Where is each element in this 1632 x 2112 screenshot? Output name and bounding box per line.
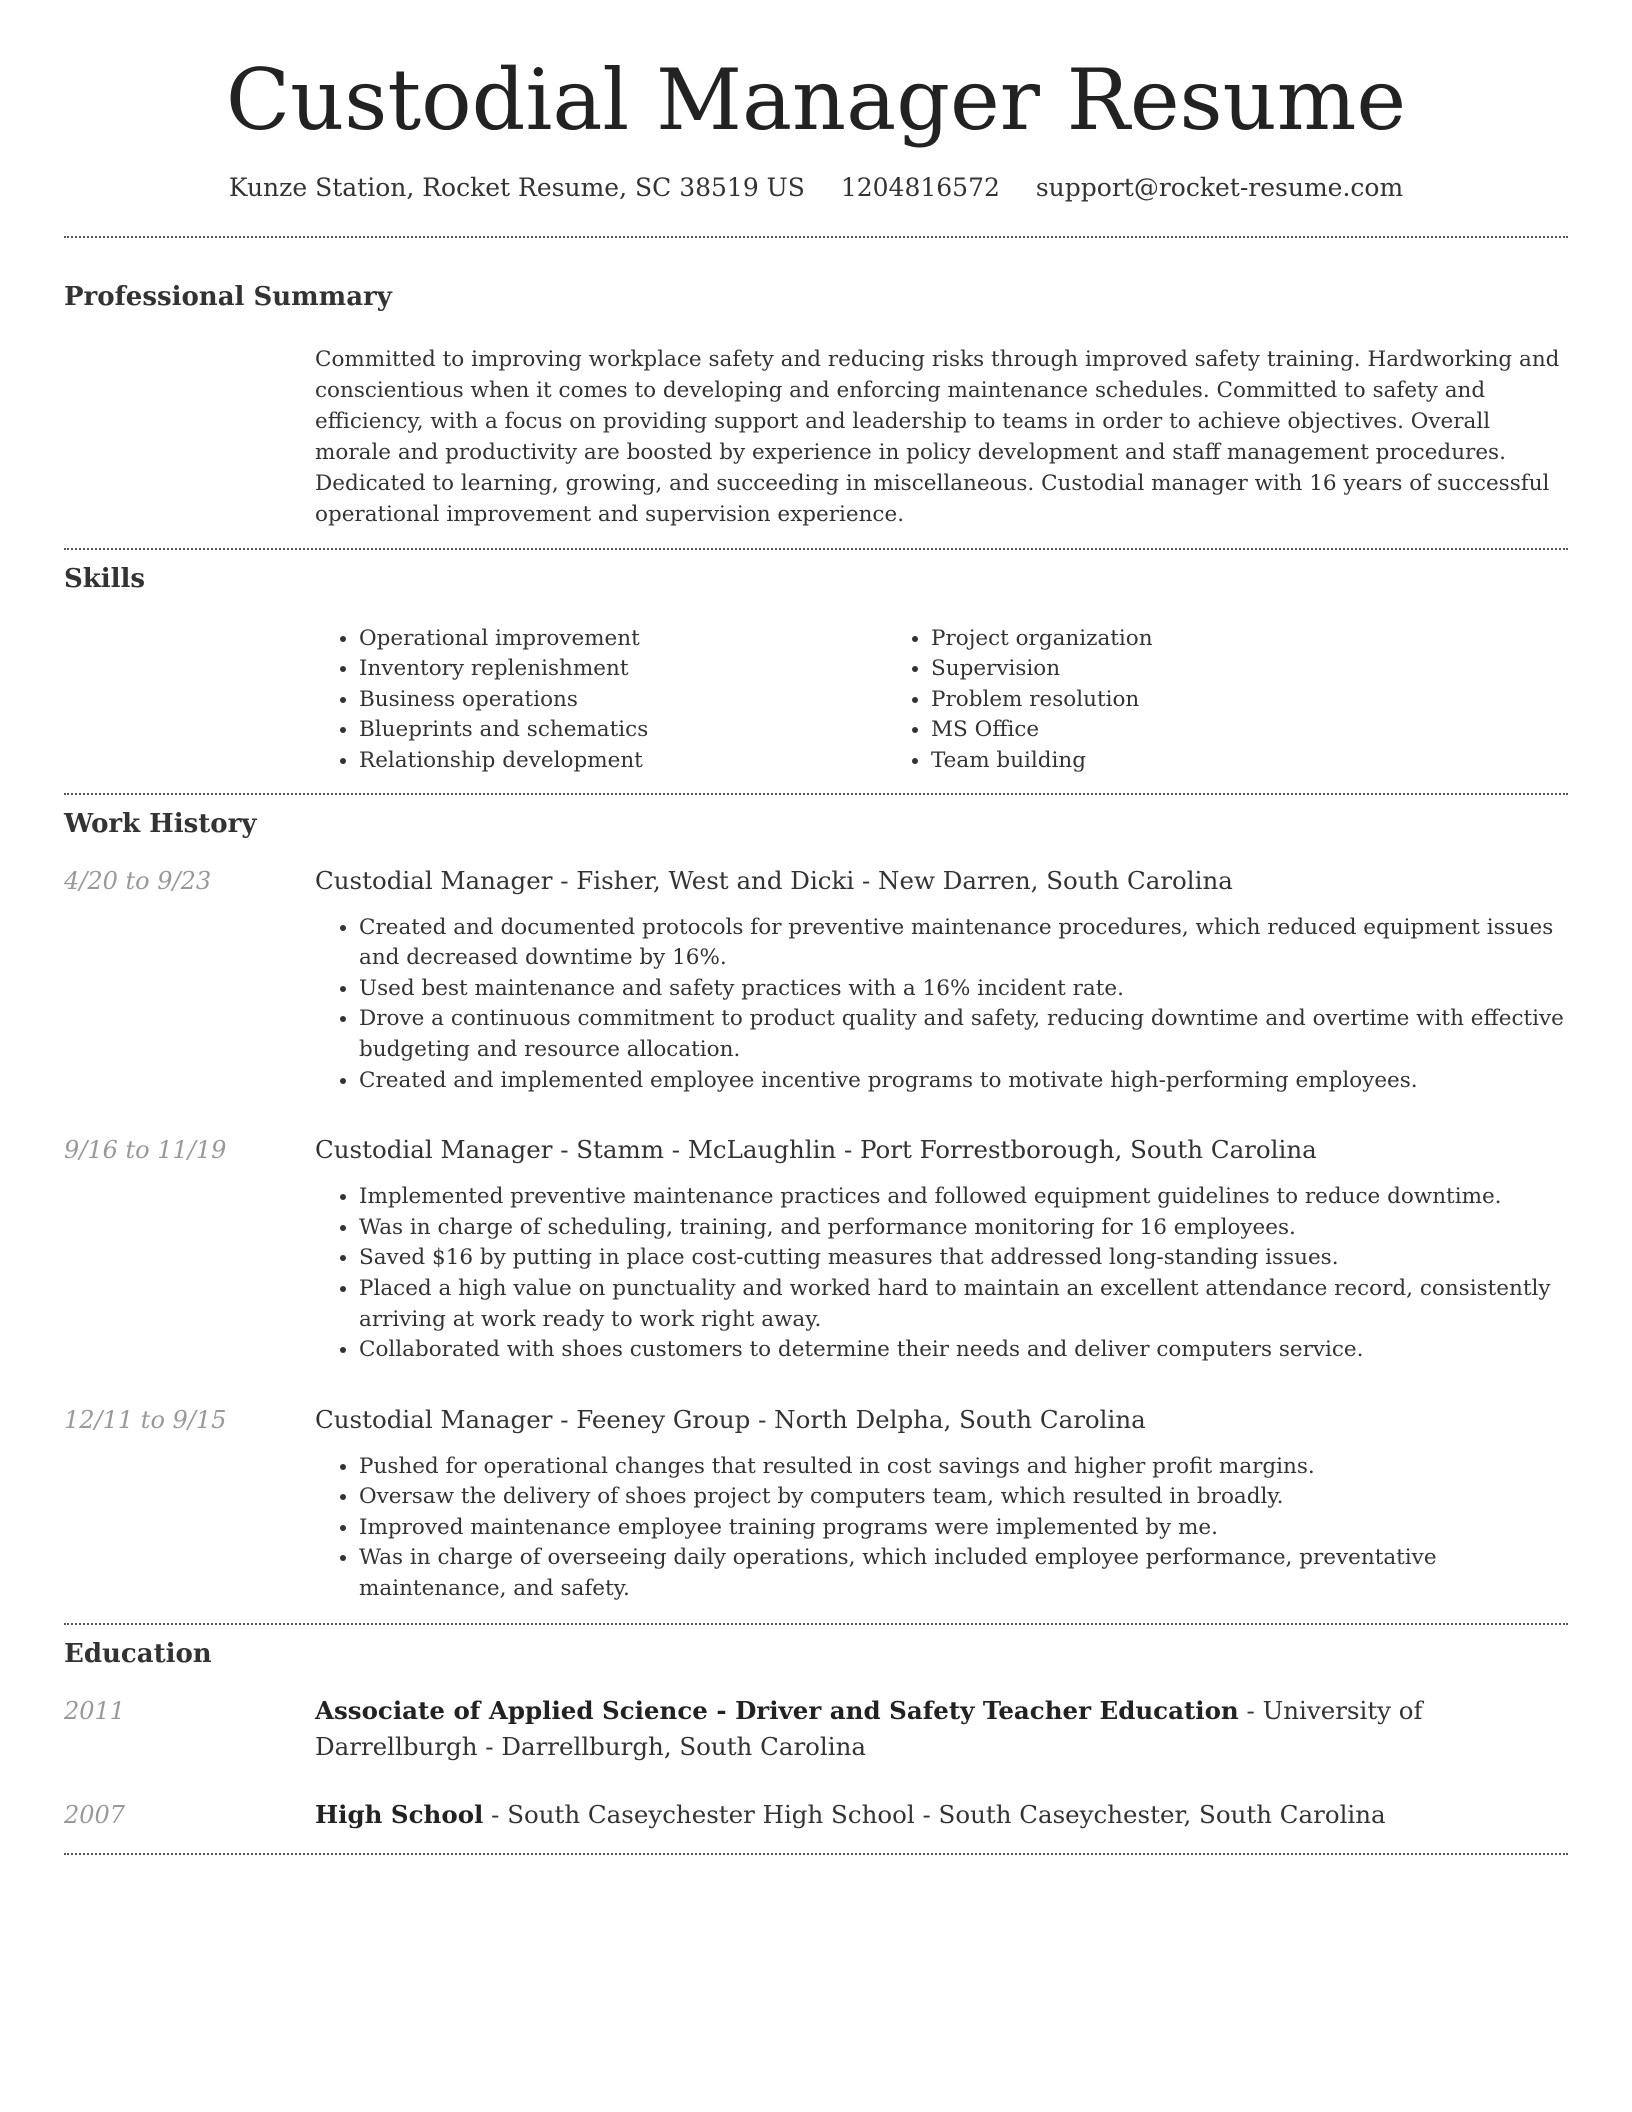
job-bullet: • Oversaw the delivery of shoes project by computers team, which resulted in broadly.: [359, 1482, 1568, 1513]
job-body: [315, 863, 1568, 1097]
summary-text: Committed to improving workplace safety and reducing risks through improved safety training. Hardworking and conscientious when it comes to developing and enforcing maintenance schedules. Committed to safety and efficiency, with a focus on providing support and leadership to teams in order to achieve objectives. Overall morale and productivity are boosted by experience in policy development and staff management procedures. Dedicated to learning, growing, and succeeding in miscellaneous. Custodial manager with 16 years of successful operational improvement and supervision experience.: [315, 346, 1560, 527]
job-dates: 4/20 to 9/23: [64, 866, 212, 895]
job-bullet: • Improved maintenance employee training programs were implemented by me.: [359, 1513, 1568, 1544]
job-bullet: • Drove a continuous commitment to product quality and safety, reducing downtime and overtime with effective budgeting and resource allocation.: [359, 1004, 1568, 1065]
skill-item: • Operational improvement: [359, 624, 887, 655]
education-details: [315, 1693, 1568, 1765]
education-degree: Associate of Applied Science - Driver and Safety Teacher Education: [315, 1695, 1239, 1725]
skills-list: [315, 624, 1568, 793]
skills-column-right: [887, 624, 1459, 777]
job-bullet: • Placed a high value on punctuality and worked hard to maintain an excellent attendance record, consistently arriving at work ready to work right away.: [359, 1274, 1568, 1335]
education-degree: High School: [315, 1799, 484, 1829]
summary-section: [64, 238, 1568, 548]
summary-heading: Professional Summary: [64, 281, 392, 312]
job-bullets: [315, 1452, 1568, 1605]
education-details: [315, 1797, 1568, 1833]
education-entry: [64, 1693, 1568, 1765]
job-dates: 12/11 to 9/15: [64, 1405, 227, 1434]
contact-address: Kunze Station, Rocket Resume, SC 38519 US: [228, 172, 805, 202]
job-bullet: • Created and documented protocols for preventive maintenance procedures, which reduced equipment issues and decreased downtime by 16%.: [359, 913, 1568, 974]
contact-line: [64, 173, 1568, 202]
job-title: Custodial Manager - Fisher, West and Dicki - New Darren, South Carolina: [315, 865, 1233, 895]
education-heading: Education: [64, 1638, 212, 1669]
skills-column-left: [315, 624, 887, 777]
education-year: 2007: [64, 1800, 126, 1829]
job-entry: [64, 1402, 1568, 1605]
job-bullet: • Implemented preventive maintenance practices and followed equipment guidelines to reduce downtime.: [359, 1182, 1568, 1213]
education-entry: [64, 1797, 1568, 1833]
contact-phone: 1204816572: [840, 172, 1000, 202]
contact-email: support@rocket-resume.com: [1035, 172, 1404, 202]
job-bullet: • Used best maintenance and safety practices with a 16% incident rate.: [359, 974, 1568, 1005]
job-title: Custodial Manager - Stamm - McLaughlin - Port Forrestborough, South Carolina: [315, 1135, 1317, 1165]
job-bullet: • Saved $16 by putting in place cost-cutting measures that addressed long-standing issues.: [359, 1243, 1568, 1274]
skill-item: • Supervision: [931, 654, 1459, 685]
job-body: [315, 1132, 1568, 1366]
work-heading: Work History: [64, 808, 257, 839]
job-bullet: • Was in charge of overseeing daily operations, which included employee performance, preventative maintenance, and safety.: [359, 1543, 1568, 1604]
skill-item: • Project organization: [931, 624, 1459, 655]
work-section: [64, 795, 1568, 1623]
divider: [64, 1853, 1568, 1855]
job-title: Custodial Manager - Feeney Group - North Delpha, South Carolina: [315, 1404, 1146, 1434]
jobs-list: [64, 863, 1568, 1605]
skill-item: • MS Office: [931, 715, 1459, 746]
education-year: 2011: [64, 1696, 126, 1725]
skill-item: • Business operations: [359, 685, 887, 716]
skill-item: • Blueprints and schematics: [359, 715, 887, 746]
job-bullet: • Collaborated with shoes customers to determine their needs and deliver computers service.: [359, 1335, 1568, 1366]
job-entry: [64, 863, 1568, 1097]
job-bullet: • Pushed for operational changes that resulted in cost savings and higher profit margins.: [359, 1452, 1568, 1483]
job-bullet: • Was in charge of scheduling, training, and performance monitoring for 16 employees.: [359, 1213, 1568, 1244]
education-section: [64, 1625, 1568, 1853]
education-list: [64, 1693, 1568, 1833]
education-school: - University of Darrellburgh - Darrellburgh, South Carolina: [315, 1695, 1423, 1761]
resume-header: [64, 0, 1568, 202]
page-title: Custodial Manager Resume: [225, 51, 1407, 149]
job-bullets: [315, 913, 1568, 1097]
job-entry: [64, 1132, 1568, 1366]
job-dates: 9/16 to 11/19: [64, 1136, 227, 1165]
skill-item: • Problem resolution: [931, 685, 1459, 716]
job-bullets: [315, 1182, 1568, 1366]
job-bullet: • Created and implemented employee incentive programs to motivate high-performing employees.: [359, 1066, 1568, 1097]
education-school: - South Caseychester High School - South Caseychester, South Carolina: [483, 1799, 1386, 1829]
skills-heading: Skills: [64, 563, 146, 594]
skill-item: • Relationship development: [359, 746, 887, 777]
skill-item: • Inventory replenishment: [359, 654, 887, 685]
skills-section: [64, 550, 1568, 793]
job-body: [315, 1402, 1568, 1605]
skill-item: • Team building: [931, 746, 1459, 777]
